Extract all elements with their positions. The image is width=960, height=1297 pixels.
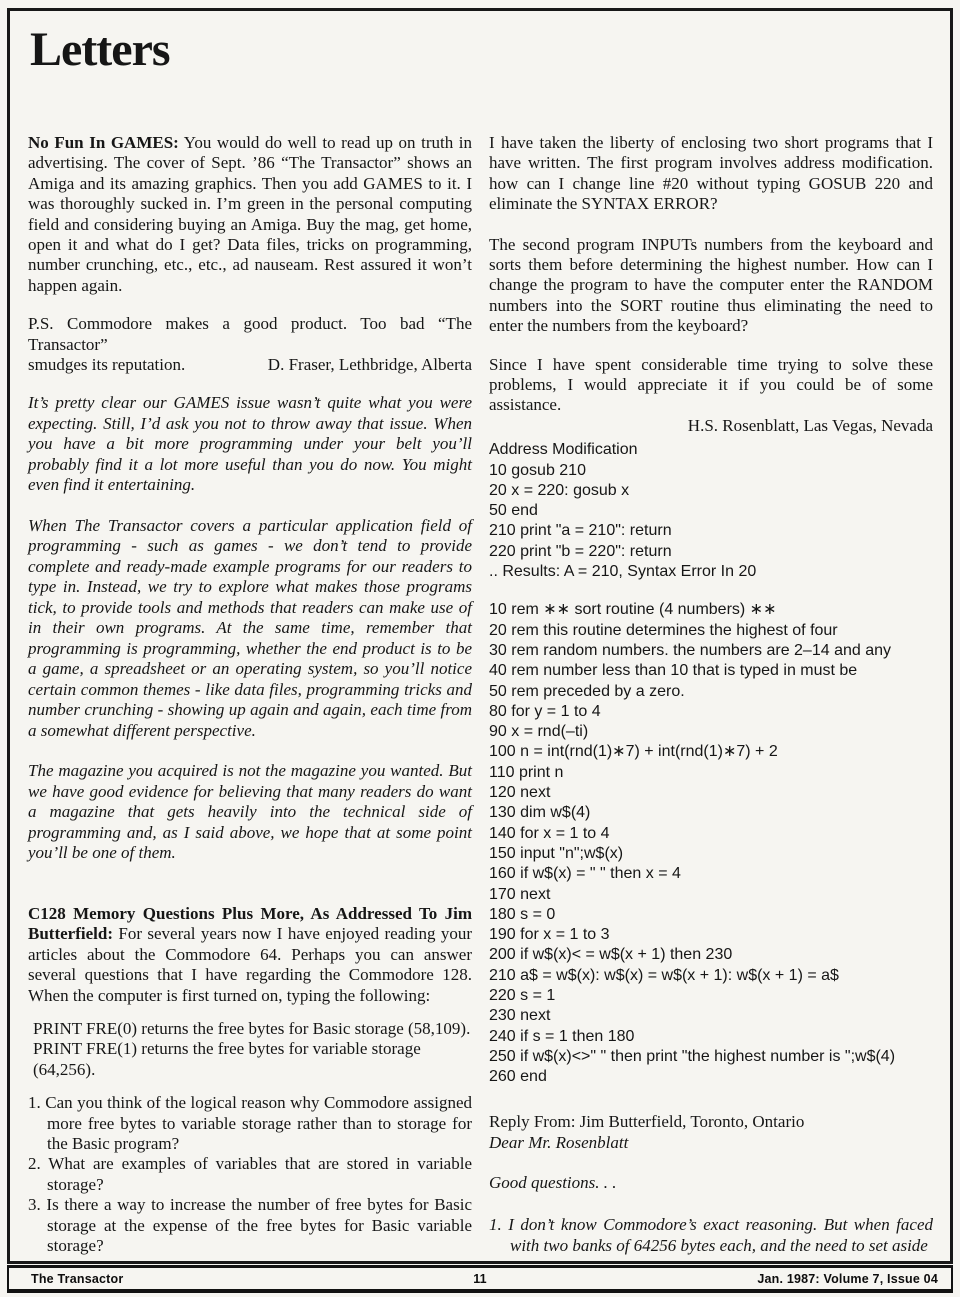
- letter1-signature: D. Fraser, Lethbridge, Alberta: [267, 355, 472, 375]
- listing-line: 20 x = 220: gosub x: [489, 481, 630, 499]
- listing-line: 220 s = 1: [489, 987, 556, 1004]
- listing-line: 210 a$ = w$(x): w$(x) = w$(x + 1): w$(x + 1) = a$: [489, 966, 839, 984]
- listing-line: 150 input "n";w$(x): [489, 844, 624, 862]
- listing-line: 130 dim w$(4): [489, 804, 591, 822]
- listing-line: 80 for y = 1 to 4: [489, 702, 601, 720]
- listing-line: 30 rem random numbers. the numbers are 2–14 and any: [489, 641, 892, 659]
- listing-line: 200 if w$(x)< = w$(x + 1) then 230: [489, 946, 733, 964]
- question-list: [28, 1093, 472, 1256]
- listing-line: 180 s = 0: [489, 905, 556, 923]
- listing-line: 50 end: [489, 502, 538, 520]
- listing-line: 10 rem ∗∗ sort routine (4 numbers) ∗∗: [489, 601, 777, 619]
- listing-line: Address Modification: [489, 441, 638, 459]
- listing-line: 40 rem number less than 10 that is typed in must be: [489, 662, 858, 680]
- listing-line: 90 x = rnd(–ti): [489, 723, 589, 741]
- right-column: [489, 133, 933, 1273]
- listing-line: .. Results: A = 210, Syntax Error In 20: [489, 563, 757, 581]
- listing-line: 110 print n: [489, 763, 564, 781]
- listing-line: 10 gosub 210: [489, 461, 586, 479]
- print-fre-line: PRINT FRE(0) returns the free bytes for Basic storage (58,109).: [33, 1019, 471, 1038]
- letter2-heading: C128 Memory Questions Plus More, As Addressed To Jim Butterfield:: [28, 903, 472, 944]
- question-item: 1. Can you think of the logical reason why Commodore assigned more free bytes to variable storage rather than to storage for the Basic program?: [28, 1093, 472, 1154]
- listing-line: 160 if w$(x) = " " then x = 4: [489, 865, 681, 883]
- two-column-layout: [28, 133, 933, 1273]
- question-item: 3. Is there a way to increase the number of free bytes for Basic storage at the expense of the free bytes for Basic variable storage?: [28, 1195, 472, 1256]
- listing-line: 250 if w$(x)<>" " then print "the highest number is ";w$(4): [489, 1047, 896, 1065]
- listing-line: 240 if s = 1 then 180: [489, 1027, 635, 1045]
- letter2-signature: H.S. Rosenblatt, Las Vegas, Nevada: [687, 415, 933, 435]
- reply-opening: Good questions. . .: [489, 1173, 617, 1193]
- ps-line2: smudges its reputation.: [28, 355, 186, 375]
- letter2-cont-paragraph-3: Since I have spent considerable time trying to solve these problems, I would appreciate it if you could be of some assistance.: [489, 354, 933, 415]
- program-listing-sort-routine: [489, 600, 933, 1087]
- letter2-body: For several years now I have enjoyed reading your articles about the Commodore 64. Perhaps you can answer several questions that I have regarding the Commodore 128. When the computer is first turned on, typing the following:: [28, 924, 473, 1005]
- program-listing-address-modification: [489, 440, 933, 582]
- letter1-paragraph: [28, 133, 472, 296]
- reply-numbered-item-1: 1. I don’t know Commodore’s exact reasoning. But when faced with two banks of 64256 bytes each, and the need to set aside: [489, 1214, 933, 1255]
- listing-line: 120 next: [489, 784, 551, 802]
- ps-signature-row: [28, 355, 472, 375]
- listing-line: 170 next: [489, 885, 551, 903]
- listing-line: 100 n = int(rnd(1)∗7) + int(rnd(1)∗7) + 2: [489, 743, 778, 761]
- listing-line: 190 for x = 1 to 3: [489, 926, 610, 944]
- letter1-body: You would do well to read up on truth in advertising. The cover of Sept. ’86 “The Transactor” shows an Amiga and its amazing graphics. Then you add GAMES to it. I was thoroughly sucked in. I’m green in the personal computing field and considering buying an Amiga. Buy the mag, get home, open it and what do I get? Data files, tricks on programming, number crunching, etc., etc., ad nauseam. Rest assured it won’t happen again.: [28, 133, 473, 295]
- footer-page-number: 11: [473, 1271, 487, 1286]
- left-column: [28, 133, 472, 1273]
- listing-line: 220 print "b = 220": return: [489, 542, 672, 560]
- ps-line1: P.S. Commodore makes a good product. Too bad “The Transactor”: [28, 314, 472, 354]
- letter2-cont-paragraph-2: The second program INPUTs numbers from the keyboard and sorts them before determining the highest number. How can I change the program to have the computer enter the RANDOM numbers into the SORT routine thus eliminating the need to enter the numbers from the keyboard?: [489, 234, 933, 336]
- question-item: 2. What are examples of variables that are stored in variable storage?: [28, 1154, 472, 1194]
- listing-line: 140 for x = 1 to 4: [489, 824, 610, 842]
- letter1-heading: No Fun In GAMES:: [28, 133, 179, 152]
- listing-line: 230 next: [489, 1007, 551, 1025]
- footer-publication-name: The Transactor: [31, 1271, 124, 1286]
- print-fre-lines: [28, 1019, 472, 1080]
- editor-reply-paragraph-2: When The Transactor covers a particular application field of programming - such as games - we don’t tend to provide complete and ready-made example programs for our readers to type in. Instead, we try to explore what makes those programs tick, to provide tools and methods that readers can make use of in their own programs. At the same time, remember that programming is programming, whether the end product is to be a game, a spreadsheet or an operating system, so you’ll notice certain common themes - like data files, programming tricks and number crunching - showing up again and again, each time from a somewhat different perspective.: [28, 515, 472, 740]
- footer-issue-info: Jan. 1987: Volume 7, Issue 04: [757, 1271, 938, 1286]
- listing-line: 50 rem preceded by a zero.: [489, 682, 685, 700]
- letter2-paragraph: [28, 904, 472, 1006]
- listing-line: 20 rem this routine determines the highest of four: [489, 621, 838, 639]
- footer-bar: [7, 1265, 953, 1293]
- editor-reply-paragraph-1: It’s pretty clear our GAMES issue wasn’t quite what you were expecting. Still, I’d ask you not to throw away that issue. When you have a bit more programming under your belt you’ll probably find it a lot more useful than you do now. You might even find it entertaining.: [28, 393, 472, 495]
- letter1-postscript: [28, 314, 472, 375]
- listing-line: 260 end: [489, 1068, 547, 1086]
- reply-from-line: Reply From: Jim Butterfield, Toronto, Ontario: [489, 1112, 805, 1132]
- reply-salutation: Dear Mr. Rosenblatt: [489, 1132, 629, 1152]
- print-fre-line: PRINT FRE(1) returns the free bytes for variable storage (64,256).: [33, 1039, 421, 1079]
- editor-reply-paragraph-3: The magazine you acquired is not the magazine you wanted. But we have good evidence for believing that many readers do want a magazine that gets heavily into the technical side of programming and, as I said above, we hope that at some point you’ll be one of them.: [28, 761, 472, 863]
- listing-line: 210 print "a = 210": return: [489, 522, 672, 540]
- page-title: Letters: [30, 23, 170, 76]
- letter2-cont-paragraph-1: I have taken the liberty of enclosing two short programs that I have written. The first program involves address modification. how can I change line #20 without typing GOSUB 220 and eliminate the SYNTAX ERROR?: [489, 133, 933, 214]
